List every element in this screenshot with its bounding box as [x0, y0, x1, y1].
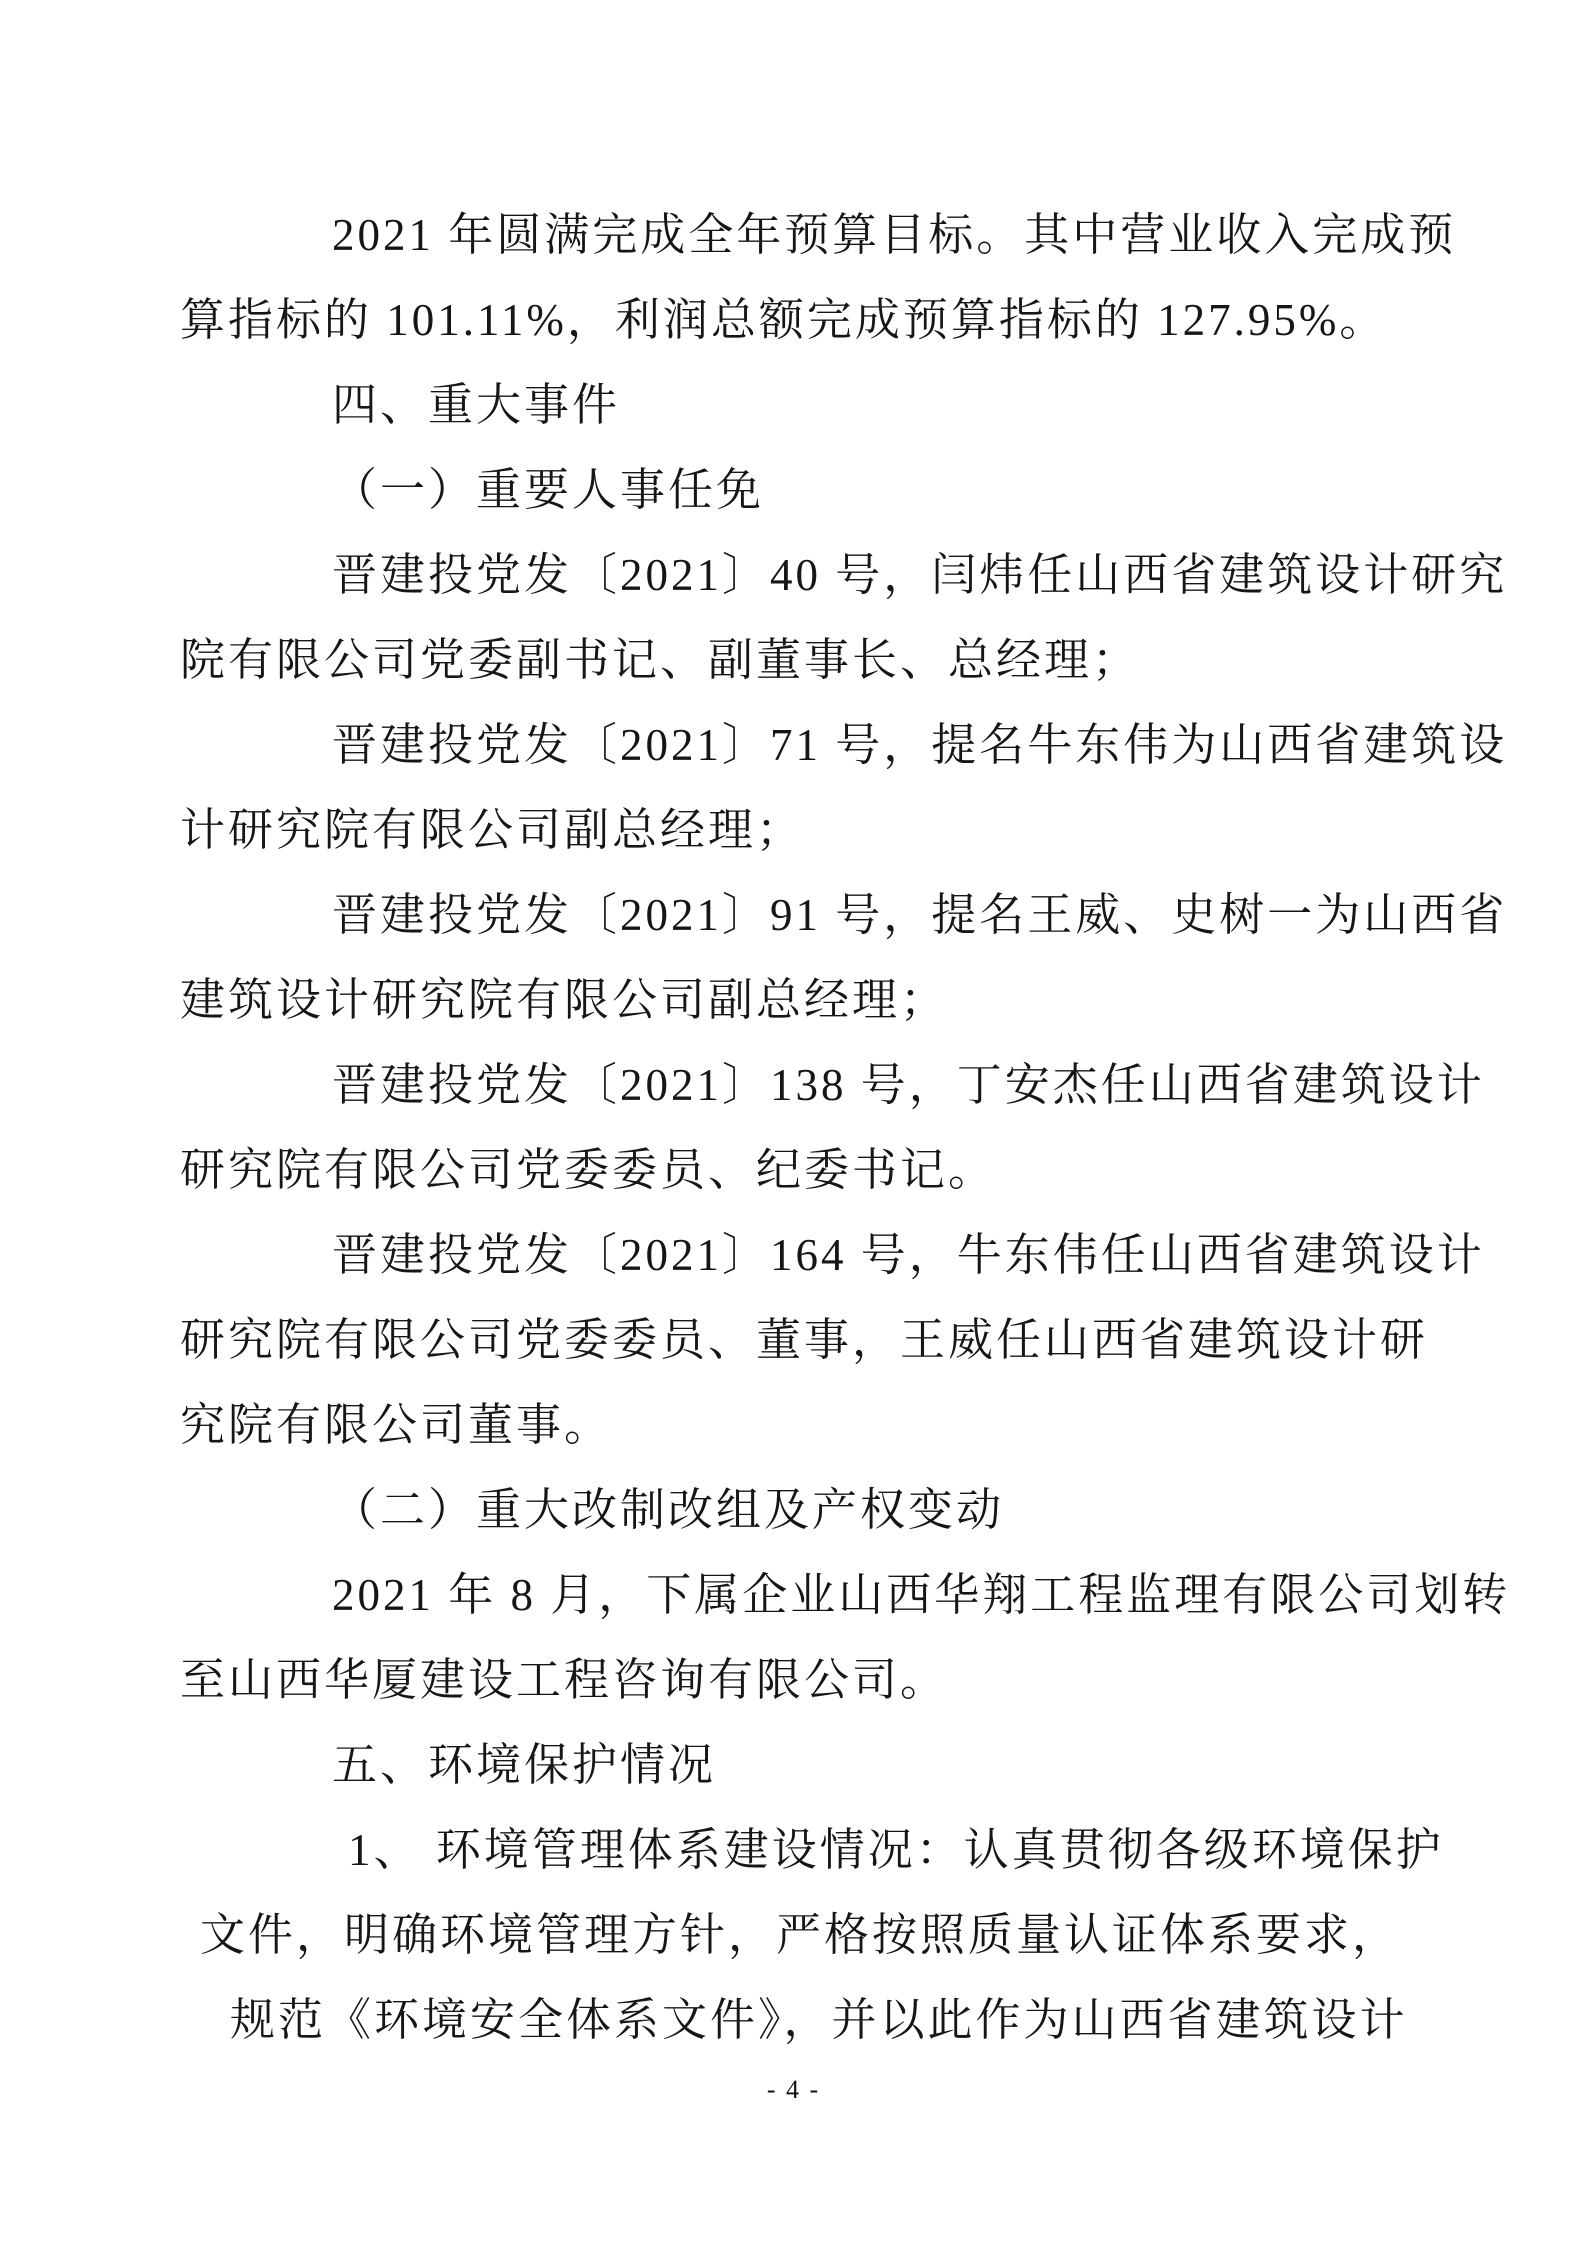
text-line: 2021 年圆满完成全年预算目标。其中营业收入完成预: [332, 210, 1457, 260]
page-number: - 4 -: [766, 2075, 821, 2104]
text-line: 文件，明确环境管理方针，严格按照质量认证体系要求，: [200, 1910, 1401, 1960]
text-line: 究院有限公司董事。: [180, 1400, 613, 1450]
text-line: 算指标的 101.11%，利润总额完成预算指标的 127.95%。: [180, 295, 1388, 345]
text-line: 五、环境保护情况: [332, 1740, 717, 1790]
text-line: 研究院有限公司党委委员、纪委书记。: [180, 1145, 997, 1195]
text-line: 建筑设计研究院有限公司副总经理；: [180, 975, 949, 1025]
text-line: （二）重大改制改组及产权变动: [332, 1485, 1005, 1535]
text-line: 晋建投党发〔2021〕71 号，提名牛东伟为山西省建筑设: [332, 720, 1508, 770]
text-line: 1、 环境管理体系建设情况：认真贯彻各级环境保护: [348, 1825, 1444, 1875]
text-line: 2021 年 8 月，下属企业山西华翔工程监理有限公司划转: [332, 1570, 1511, 1620]
text-line: 至山西华厦建设工程咨询有限公司。: [180, 1655, 949, 1705]
text-line: 规范《环境安全体系文件》，并以此作为山西省建筑设计: [230, 1995, 1408, 2045]
text-line: 研究院有限公司党委委员、董事，王威任山西省建筑设计研: [180, 1315, 1429, 1365]
text-line: 晋建投党发〔2021〕164 号，牛东伟任山西省建筑设计: [332, 1230, 1485, 1280]
text-line: 计研究院有限公司副总经理；: [180, 805, 805, 855]
text-line: 晋建投党发〔2021〕40 号，闫炜任山西省建筑设计研究: [332, 550, 1508, 600]
text-line: 四、重大事件: [332, 380, 621, 430]
text-line: 晋建投党发〔2021〕91 号，提名王威、史树一为山西省: [332, 890, 1508, 940]
document-body: [180, 193, 1511, 2063]
text-line: 院有限公司党委副书记、副董事长、总经理；: [180, 635, 1141, 685]
text-line: （一）重要人事任免: [332, 465, 765, 515]
text-line: 晋建投党发〔2021〕138 号，丁安杰任山西省建筑设计: [332, 1060, 1485, 1110]
